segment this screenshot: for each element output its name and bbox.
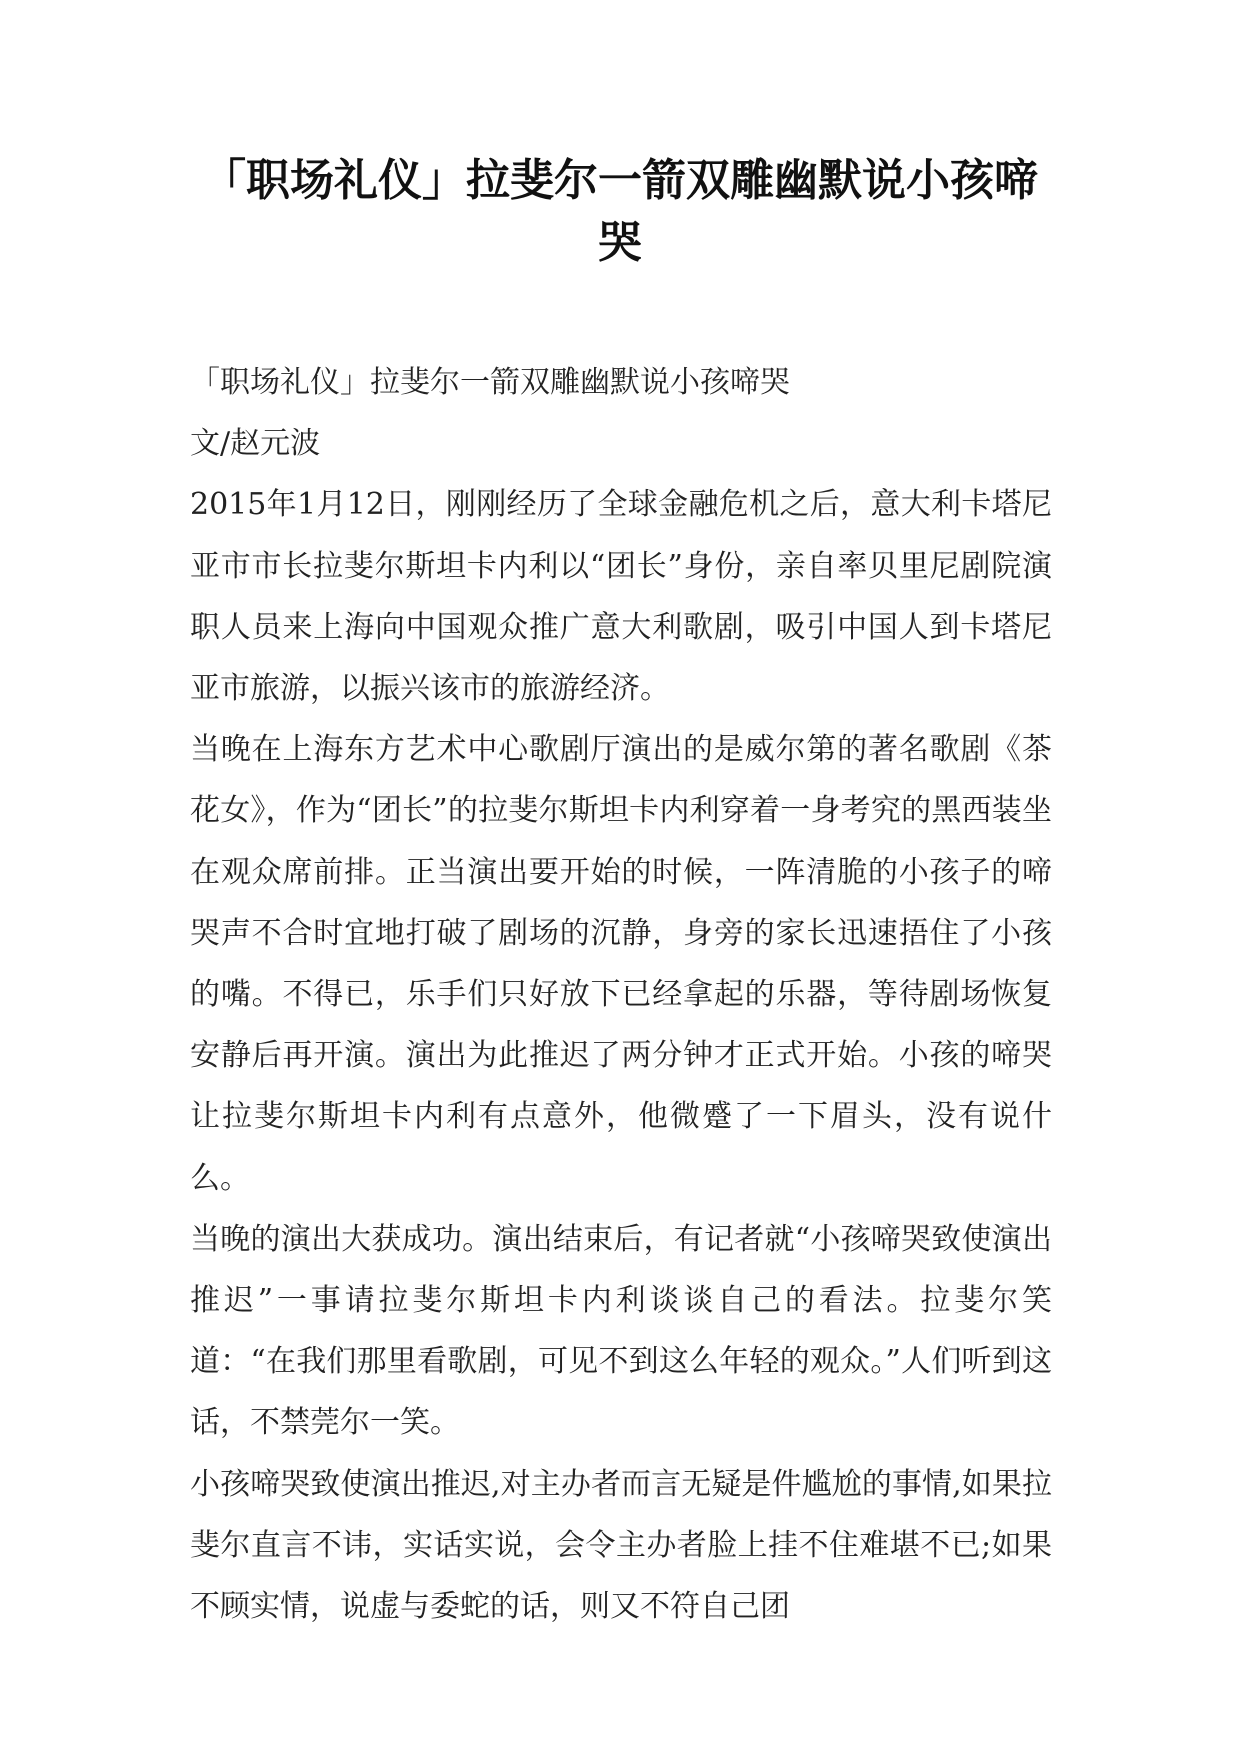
- subtitle-paragraph: 「职场礼仪」拉斐尔一箭双雕幽默说小孩啼哭: [190, 365, 790, 400]
- author-line: 文/赵元波: [190, 426, 321, 462]
- body-paragraph: 小孩啼哭致使演出推迟,对主办者而言无疑是件尴尬的事情,如果拉斐尔直言不讳，实话实说，会令主办者脸上挂不住难堪不已;如果不顾实情，说虚与委蛇的话，则又不符自己团: [190, 1466, 1052, 1625]
- body-paragraph: 当晚的演出大获成功。演出结束后，有记者就“小孩啼哭致使演出推迟”一事请拉斐尔斯坦卡内利谈谈自己的看法。拉斐尔笑道：“在我们那里看歌剧，可见不到这么年轻的观众。”人们听到这话，不禁莞尔一笑。: [190, 1221, 1052, 1441]
- document-body: [190, 352, 1052, 1637]
- body-paragraph: 2015年1月12日，刚刚经历了全球金融危机之后，意大利卡塔尼亚市市长拉斐尔斯坦卡内利以“团长”身份，亲自率贝里尼剧院演职人员来上海向中国观众推广意大利歌剧，吸引中国人到卡塔尼亚市旅游，以振兴该市的旅游经济。: [190, 487, 1052, 707]
- document-title: 「职场礼仪」拉斐尔一箭双雕幽默说小孩啼哭: [202, 155, 1038, 268]
- body-paragraph: 当晚在上海东方艺术中心歌剧厅演出的是威尔第的著名歌剧《茶花女》，作为“团长”的拉斐尔斯坦卡内利穿着一身考究的黑西装坐在观众席前排。正当演出要开始的时候，一阵清脆的小孩子的啼哭声不合时宜地打破了剧场的沉静，身旁的家长迅速捂住了小孩的嘴。不得已，乐手们只好放下已经拿起的乐器，等待剧场恢复安静后再开演。演出为此推迟了两分钟才正式开始。小孩的啼哭让拉斐尔斯坦卡内利有点意外，他微蹙了一下眉头，没有说什么。: [190, 732, 1052, 1196]
